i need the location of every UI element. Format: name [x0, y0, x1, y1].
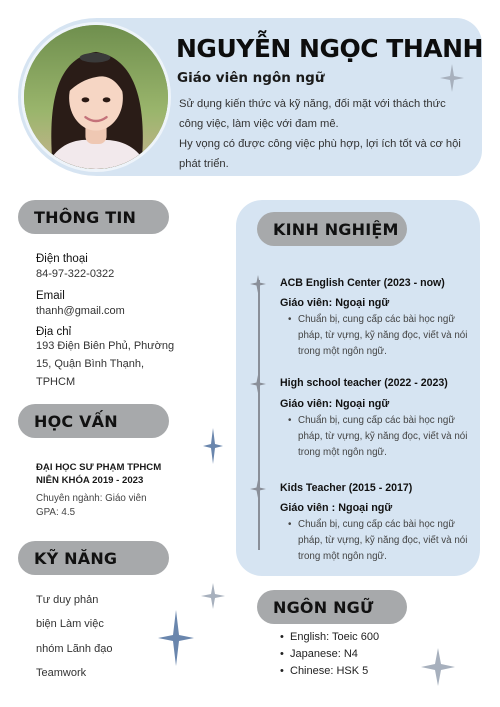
- experience-role: Giáo viên: Ngoại ngữ: [280, 297, 390, 309]
- experience-description: • Chuẩn bị, cung cấp các bài học ngữ pháp, từ vựng, kỹ năng đọc, viết và nói trong một ngôn ngữ.: [298, 312, 468, 360]
- education-section-title: HỌC VẤN: [18, 404, 169, 438]
- experience-company: High school teacher (2022 - 2023): [280, 377, 448, 389]
- experience-company: Kids Teacher (2015 - 2017): [280, 482, 413, 494]
- phone-label: Điện thoại: [36, 253, 88, 265]
- languages-section-title: NGÔN NGỮ: [257, 590, 407, 624]
- sparkle-icon: [250, 275, 266, 293]
- experience-description: • Chuẩn bị, cung cấp các bài học ngữ pháp, từ vựng, kỹ năng đọc, viết và nói trong một ngôn ngữ.: [298, 413, 468, 461]
- experience-role: Giáo viên : Ngoại ngữ: [280, 502, 393, 514]
- full-name: NGUYỄN NGỌC THANH: [176, 34, 483, 63]
- skill-line: nhóm Lãnh đạo: [36, 643, 113, 655]
- objective-line-2: Hy vọng có được công việc phù hợp, lợi ích tốt và cơ hội phát triển.: [179, 138, 461, 170]
- sparkle-icon: [440, 64, 464, 92]
- phone-value: 84-97-322-0322: [36, 268, 115, 280]
- sparkle-icon: [201, 583, 225, 609]
- language-item: • Japanese: N4: [282, 648, 379, 665]
- language-item: • English: Toeic 600: [282, 631, 379, 648]
- school-years: NIÊN KHÓA 2019 - 2023: [36, 475, 144, 486]
- languages-list: [282, 631, 379, 682]
- skill-line: Teamwork: [36, 667, 87, 679]
- experience-role: Giáo viên: Ngoại ngữ: [280, 398, 390, 410]
- address-label: Địa chỉ: [36, 326, 72, 338]
- sparkle-icon: [158, 610, 194, 666]
- language-item: • Chinese: HSK 5: [282, 665, 379, 682]
- major: Chuyên ngành: Giáo viên: [36, 493, 147, 504]
- gpa: GPA: 4.5: [36, 507, 76, 518]
- experience-description: • Chuẩn bị, cung cấp các bài học ngữ pháp, từ vựng, kỹ năng đọc, viết và nói trong một ngôn ngữ.: [298, 517, 468, 565]
- skill-line: biện Làm việc: [36, 618, 104, 630]
- timeline-line: [258, 280, 260, 550]
- skill-line: Tư duy phản: [36, 594, 99, 606]
- job-title: Giáo viên ngôn ngữ: [177, 70, 325, 86]
- experience-company: ACB English Center (2023 - now): [280, 277, 445, 289]
- email-label: Email: [36, 290, 65, 302]
- sparkle-icon: [421, 648, 455, 686]
- skills-section-title: KỸ NĂNG: [18, 541, 169, 575]
- experience-section-title: KINH NGHIỆM: [257, 212, 407, 246]
- objective-line-1: Sử dụng kiến thức và kỹ năng, đối mặt với thách thức công việc, làm việc với đam mê.: [179, 98, 446, 130]
- address-value: 193 Điện Biên Phủ, Phường 15, Quận Bình Thạnh, TPHCM: [36, 340, 175, 388]
- avatar: [21, 22, 171, 172]
- sparkle-icon: [250, 480, 266, 498]
- school-name: ĐẠI HỌC SƯ PHẠM TPHCM: [36, 462, 162, 473]
- career-objective: [179, 94, 469, 174]
- portrait-photo: [24, 25, 168, 169]
- email-value: thanh@gmail.com: [36, 305, 125, 317]
- sparkle-icon: [203, 428, 223, 464]
- sparkle-icon: [250, 375, 266, 393]
- info-section-title: THÔNG TIN: [18, 200, 169, 234]
